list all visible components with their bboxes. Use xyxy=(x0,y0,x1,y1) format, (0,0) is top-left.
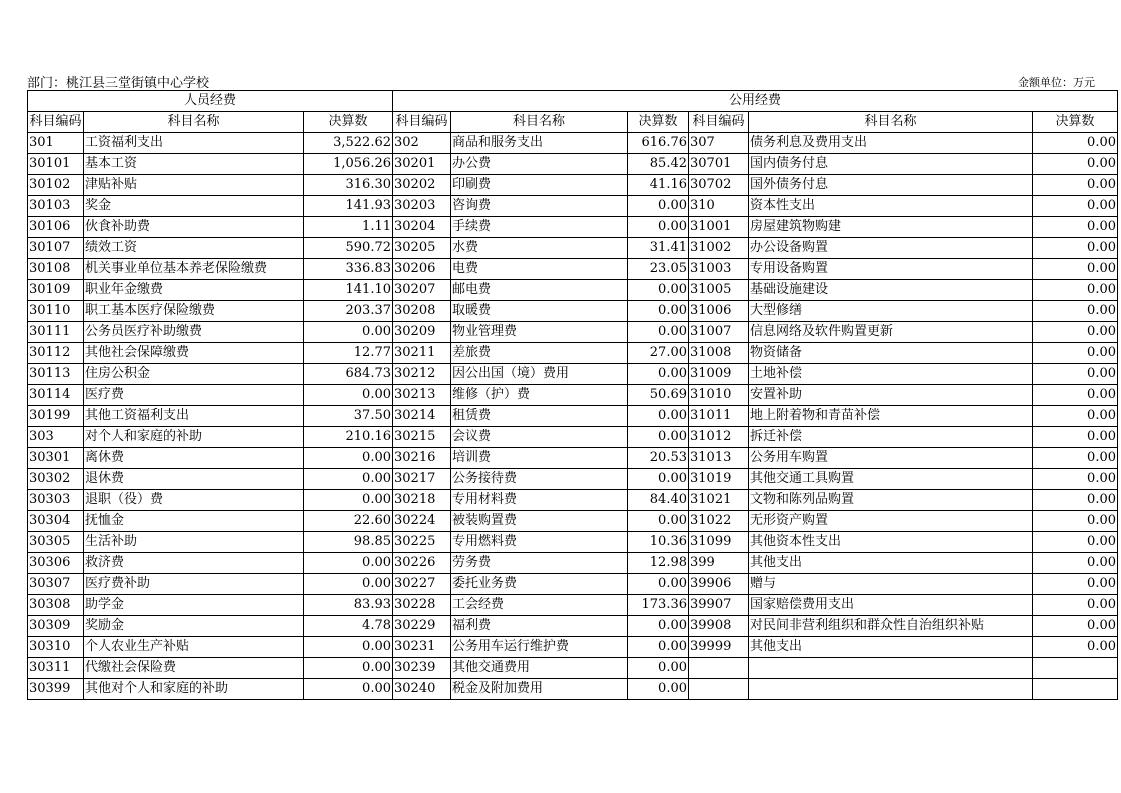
subject-code-cell: 30111 xyxy=(28,322,84,343)
amount-cell: 0.00 xyxy=(628,658,689,679)
subject-name-cell: 房屋建筑物购建 xyxy=(749,217,1033,238)
subject-code-cell: 30303 xyxy=(28,490,84,511)
subject-name-cell: 租赁费 xyxy=(451,406,628,427)
amount-cell: 0.00 xyxy=(1033,637,1118,658)
subject-code-cell: 31009 xyxy=(689,364,749,385)
amount-cell: 31.41 xyxy=(628,238,689,259)
table-row xyxy=(28,238,1118,259)
subject-name-cell: 办公设备购置 xyxy=(749,238,1033,259)
amount-cell xyxy=(1033,658,1118,679)
subject-name-cell: 地上附着物和青苗补偿 xyxy=(749,406,1033,427)
amount-cell: 98.85 xyxy=(304,532,393,553)
subject-name-cell: 专用设备购置 xyxy=(749,259,1033,280)
subject-name-cell: 无形资产购置 xyxy=(749,511,1033,532)
amount-cell: 85.42 xyxy=(628,154,689,175)
subject-code-cell: 30216 xyxy=(393,448,451,469)
subject-name-cell: 机关事业单位基本养老保险缴费 xyxy=(84,259,304,280)
subject-code-cell: 30214 xyxy=(393,406,451,427)
subject-name-cell: 福利费 xyxy=(451,616,628,637)
amount-cell: 0.00 xyxy=(628,511,689,532)
subject-name-cell: 被装购置费 xyxy=(451,511,628,532)
subject-code-cell: 39908 xyxy=(689,616,749,637)
amount-cell: 203.37 xyxy=(304,301,393,322)
subject-code-cell: 31007 xyxy=(689,322,749,343)
subject-name-cell: 公务接待费 xyxy=(451,469,628,490)
subject-code-cell: 30102 xyxy=(28,175,84,196)
subject-name-cell: 国外债务付息 xyxy=(749,175,1033,196)
amount-cell: 0.00 xyxy=(1033,490,1118,511)
amount-cell: 0.00 xyxy=(628,406,689,427)
subject-code-cell: 31001 xyxy=(689,217,749,238)
table-row xyxy=(28,616,1118,637)
amount-cell: 3,522.62 xyxy=(304,133,393,154)
amount-cell: 0.00 xyxy=(304,490,393,511)
amount-cell: 616.76 xyxy=(628,133,689,154)
amount-cell: 20.53 xyxy=(628,448,689,469)
table-row xyxy=(28,217,1118,238)
amount-cell xyxy=(1033,679,1118,700)
subject-code-cell: 302 xyxy=(393,133,451,154)
amount-cell: 83.93 xyxy=(304,595,393,616)
subject-code-cell: 31099 xyxy=(689,532,749,553)
subject-name-cell: 因公出国（境）费用 xyxy=(451,364,628,385)
subject-code-cell: 30304 xyxy=(28,511,84,532)
subject-code-cell: 30199 xyxy=(28,406,84,427)
amount-cell: 0.00 xyxy=(1033,595,1118,616)
amount-cell: 0.00 xyxy=(628,280,689,301)
subject-code-cell: 31022 xyxy=(689,511,749,532)
subject-name-cell: 绩效工资 xyxy=(84,238,304,259)
col-name-header: 科目名称 xyxy=(451,112,628,133)
subject-name-cell: 专用材料费 xyxy=(451,490,628,511)
amount-cell: 141.93 xyxy=(304,196,393,217)
table-row xyxy=(28,175,1118,196)
subject-code-cell: 31006 xyxy=(689,301,749,322)
subject-name-cell: 物资储备 xyxy=(749,343,1033,364)
subject-code-cell: 30229 xyxy=(393,616,451,637)
col-name-header: 科目名称 xyxy=(84,112,304,133)
table-row xyxy=(28,658,1118,679)
amount-cell: 10.36 xyxy=(628,532,689,553)
amount-cell: 37.50 xyxy=(304,406,393,427)
subject-name-cell: 其他交通费用 xyxy=(451,658,628,679)
subject-name-cell: 对个人和家庭的补助 xyxy=(84,427,304,448)
subject-code-cell: 39907 xyxy=(689,595,749,616)
subject-name-cell: 医疗费补助 xyxy=(84,574,304,595)
table-row xyxy=(28,196,1118,217)
subject-name-cell: 公务员医疗补助缴费 xyxy=(84,322,304,343)
subject-code-cell: 30226 xyxy=(393,553,451,574)
subject-code-cell: 30109 xyxy=(28,280,84,301)
amount-cell: 12.98 xyxy=(628,553,689,574)
amount-cell: 0.00 xyxy=(628,616,689,637)
subject-code-cell: 30213 xyxy=(393,385,451,406)
subject-name-cell: 维修（护）费 xyxy=(451,385,628,406)
table-row xyxy=(28,469,1118,490)
subject-code-cell: 30310 xyxy=(28,637,84,658)
subject-code-cell: 30302 xyxy=(28,469,84,490)
amount-cell: 0.00 xyxy=(1033,574,1118,595)
subject-code-cell: 30305 xyxy=(28,532,84,553)
subject-code-cell: 30206 xyxy=(393,259,451,280)
table-row xyxy=(28,322,1118,343)
subject-name-cell: 差旅费 xyxy=(451,343,628,364)
subject-name-cell: 津贴补贴 xyxy=(84,175,304,196)
subject-name-cell: 基础设施建设 xyxy=(749,280,1033,301)
amount-cell: 0.00 xyxy=(304,322,393,343)
personnel-group-header: 人员经费 xyxy=(28,91,393,112)
col-amount-header: 决算数 xyxy=(628,112,689,133)
subject-code-cell xyxy=(689,679,749,700)
subject-name-cell: 赠与 xyxy=(749,574,1033,595)
col-amount-header: 决算数 xyxy=(1033,112,1118,133)
amount-cell: 0.00 xyxy=(628,574,689,595)
amount-cell: 0.00 xyxy=(1033,616,1118,637)
subject-name-cell: 其他交通工具购置 xyxy=(749,469,1033,490)
col-code-header: 科目编码 xyxy=(393,112,451,133)
subject-name-cell: 离休费 xyxy=(84,448,304,469)
subject-name-cell: 劳务费 xyxy=(451,553,628,574)
subject-code-cell: 31021 xyxy=(689,490,749,511)
subject-code-cell: 30231 xyxy=(393,637,451,658)
table-row xyxy=(28,532,1118,553)
subject-name-cell: 个人农业生产补贴 xyxy=(84,637,304,658)
col-amount-header: 决算数 xyxy=(304,112,393,133)
subject-code-cell: 31010 xyxy=(689,385,749,406)
subject-code-cell: 31005 xyxy=(689,280,749,301)
subject-code-cell: 30205 xyxy=(393,238,451,259)
table-row xyxy=(28,427,1118,448)
subject-code-cell: 30307 xyxy=(28,574,84,595)
table-row xyxy=(28,133,1118,154)
subject-code-cell: 30228 xyxy=(393,595,451,616)
amount-cell: 0.00 xyxy=(304,553,393,574)
subject-name-cell: 土地补偿 xyxy=(749,364,1033,385)
table-row xyxy=(28,301,1118,322)
subject-name-cell: 印刷费 xyxy=(451,175,628,196)
subject-code-cell: 30211 xyxy=(393,343,451,364)
subject-name-cell: 办公费 xyxy=(451,154,628,175)
subject-name-cell: 其他工资福利支出 xyxy=(84,406,304,427)
subject-name-cell: 其他资本性支出 xyxy=(749,532,1033,553)
amount-cell: 0.00 xyxy=(1033,133,1118,154)
subject-code-cell: 30701 xyxy=(689,154,749,175)
amount-cell: 50.69 xyxy=(628,385,689,406)
subject-code-cell: 30108 xyxy=(28,259,84,280)
table-row xyxy=(28,595,1118,616)
col-code-header: 科目编码 xyxy=(28,112,84,133)
subject-name-cell: 手续费 xyxy=(451,217,628,238)
subject-name-cell: 债务利息及费用支出 xyxy=(749,133,1033,154)
subject-name-cell: 退休费 xyxy=(84,469,304,490)
subject-name-cell: 伙食补助费 xyxy=(84,217,304,238)
subject-code-cell: 31002 xyxy=(689,238,749,259)
subject-code-cell: 31013 xyxy=(689,448,749,469)
subject-name-cell: 大型修缮 xyxy=(749,301,1033,322)
subject-name-cell: 税金及附加费用 xyxy=(451,679,628,700)
amount-cell: 0.00 xyxy=(1033,406,1118,427)
subject-name-cell xyxy=(749,658,1033,679)
table-row xyxy=(28,154,1118,175)
subject-code-cell: 30107 xyxy=(28,238,84,259)
subject-code-cell: 303 xyxy=(28,427,84,448)
amount-cell: 0.00 xyxy=(304,637,393,658)
amount-cell: 0.00 xyxy=(628,679,689,700)
subject-name-cell: 基本工资 xyxy=(84,154,304,175)
subject-code-cell: 399 xyxy=(689,553,749,574)
table-body xyxy=(28,91,1118,700)
amount-cell: 0.00 xyxy=(1033,469,1118,490)
amount-cell: 0.00 xyxy=(1033,154,1118,175)
amount-cell: 0.00 xyxy=(1033,259,1118,280)
table-row xyxy=(28,364,1118,385)
amount-cell: 0.00 xyxy=(1033,238,1118,259)
subject-code-cell: 30399 xyxy=(28,679,84,700)
subject-name-cell: 退职（役）费 xyxy=(84,490,304,511)
subject-code-cell: 30239 xyxy=(393,658,451,679)
table-row xyxy=(28,553,1118,574)
subject-code-cell: 30103 xyxy=(28,196,84,217)
subject-code-cell: 30225 xyxy=(393,532,451,553)
subject-code-cell: 30306 xyxy=(28,553,84,574)
subject-code-cell: 30309 xyxy=(28,616,84,637)
amount-cell: 0.00 xyxy=(1033,301,1118,322)
subject-name-cell: 取暖费 xyxy=(451,301,628,322)
table-row xyxy=(28,259,1118,280)
amount-cell: 0.00 xyxy=(628,637,689,658)
subject-code-cell: 39999 xyxy=(689,637,749,658)
subject-name-cell: 住房公积金 xyxy=(84,364,304,385)
subject-name-cell: 邮电费 xyxy=(451,280,628,301)
subject-code-cell: 30217 xyxy=(393,469,451,490)
amount-cell: 4.78 xyxy=(304,616,393,637)
subject-name-cell: 奖金 xyxy=(84,196,304,217)
subject-code-cell: 307 xyxy=(689,133,749,154)
subject-name-cell: 咨询费 xyxy=(451,196,628,217)
subject-code-cell: 31003 xyxy=(689,259,749,280)
amount-cell: 84.40 xyxy=(628,490,689,511)
subject-code-cell: 30106 xyxy=(28,217,84,238)
amount-cell: 0.00 xyxy=(304,679,393,700)
amount-cell: 0.00 xyxy=(628,364,689,385)
subject-name-cell: 工资福利支出 xyxy=(84,133,304,154)
amount-cell: 316.30 xyxy=(304,175,393,196)
amount-cell: 0.00 xyxy=(1033,196,1118,217)
amount-cell: 0.00 xyxy=(1033,217,1118,238)
subject-code-cell xyxy=(689,658,749,679)
table-row xyxy=(28,343,1118,364)
subject-name-cell: 职工基本医疗保险缴费 xyxy=(84,301,304,322)
amount-cell: 0.00 xyxy=(1033,511,1118,532)
subject-name-cell: 安置补助 xyxy=(749,385,1033,406)
subject-code-cell: 30203 xyxy=(393,196,451,217)
subject-name-cell: 对民间非营利组织和群众性自治组织补贴 xyxy=(749,616,1033,637)
subject-code-cell: 30311 xyxy=(28,658,84,679)
subject-code-cell: 30101 xyxy=(28,154,84,175)
subject-code-cell: 30207 xyxy=(393,280,451,301)
subject-name-cell: 专用燃料费 xyxy=(451,532,628,553)
amount-cell: 0.00 xyxy=(628,427,689,448)
subject-name-cell: 国内债务付息 xyxy=(749,154,1033,175)
subject-name-cell: 水费 xyxy=(451,238,628,259)
subject-name-cell: 公务用车购置 xyxy=(749,448,1033,469)
amount-cell: 684.73 xyxy=(304,364,393,385)
table-row xyxy=(28,679,1118,700)
subject-name-cell: 职业年金缴费 xyxy=(84,280,304,301)
amount-cell: 0.00 xyxy=(1033,448,1118,469)
amount-cell: 0.00 xyxy=(1033,427,1118,448)
subject-code-cell: 30208 xyxy=(393,301,451,322)
table-row xyxy=(28,448,1118,469)
col-code-header: 科目编码 xyxy=(689,112,749,133)
amount-cell: 336.83 xyxy=(304,259,393,280)
amount-cell: 1.11 xyxy=(304,217,393,238)
col-name-header: 科目名称 xyxy=(749,112,1033,133)
amount-cell: 27.00 xyxy=(628,343,689,364)
public-group-header: 公用经费 xyxy=(393,91,1118,112)
subject-code-cell: 39906 xyxy=(689,574,749,595)
subject-name-cell: 资本性支出 xyxy=(749,196,1033,217)
subject-name-cell: 拆迁补偿 xyxy=(749,427,1033,448)
amount-cell: 0.00 xyxy=(304,658,393,679)
table-row xyxy=(28,511,1118,532)
unit-label: 金额单位：万元 xyxy=(1018,76,1095,89)
subject-name-cell: 会议费 xyxy=(451,427,628,448)
subject-code-cell: 30110 xyxy=(28,301,84,322)
amount-cell: 0.00 xyxy=(1033,532,1118,553)
expenditure-table xyxy=(27,90,1118,700)
subject-name-cell: 电费 xyxy=(451,259,628,280)
subject-name-cell: 代缴社会保险费 xyxy=(84,658,304,679)
subject-name-cell: 奖励金 xyxy=(84,616,304,637)
subject-code-cell: 30224 xyxy=(393,511,451,532)
table-row xyxy=(28,490,1118,511)
subject-code-cell: 30112 xyxy=(28,343,84,364)
amount-cell: 173.36 xyxy=(628,595,689,616)
subject-code-cell: 31008 xyxy=(689,343,749,364)
amount-cell: 23.05 xyxy=(628,259,689,280)
subject-code-cell: 301 xyxy=(28,133,84,154)
table-row xyxy=(28,280,1118,301)
group-header-row xyxy=(28,91,1118,112)
subject-code-cell: 30113 xyxy=(28,364,84,385)
subject-name-cell: 其他支出 xyxy=(749,553,1033,574)
amount-cell: 12.77 xyxy=(304,343,393,364)
subject-name-cell: 国家赔偿费用支出 xyxy=(749,595,1033,616)
department-label: 部门：桃江县三堂街镇中心学校 xyxy=(27,76,210,91)
subject-code-cell: 30227 xyxy=(393,574,451,595)
amount-cell: 0.00 xyxy=(304,469,393,490)
amount-cell: 0.00 xyxy=(628,469,689,490)
subject-name-cell: 公务用车运行维护费 xyxy=(451,637,628,658)
subject-code-cell: 30209 xyxy=(393,322,451,343)
amount-cell: 41.16 xyxy=(628,175,689,196)
amount-cell: 0.00 xyxy=(628,196,689,217)
table-row xyxy=(28,385,1118,406)
table-row xyxy=(28,574,1118,595)
amount-cell: 0.00 xyxy=(628,322,689,343)
subject-name-cell: 工会经费 xyxy=(451,595,628,616)
subject-name-cell: 其他支出 xyxy=(749,637,1033,658)
subject-code-cell: 310 xyxy=(689,196,749,217)
subject-code-cell: 30202 xyxy=(393,175,451,196)
amount-cell: 0.00 xyxy=(1033,364,1118,385)
subject-name-cell: 助学金 xyxy=(84,595,304,616)
subject-code-cell: 30114 xyxy=(28,385,84,406)
amount-cell: 0.00 xyxy=(304,574,393,595)
amount-cell: 1,056.26 xyxy=(304,154,393,175)
subject-name-cell: 文物和陈列品购置 xyxy=(749,490,1033,511)
amount-cell: 0.00 xyxy=(628,301,689,322)
subject-name-cell: 物业管理费 xyxy=(451,322,628,343)
subject-name-cell: 商品和服务支出 xyxy=(451,133,628,154)
subject-code-cell: 30702 xyxy=(689,175,749,196)
amount-cell: 0.00 xyxy=(628,217,689,238)
subject-code-cell: 30215 xyxy=(393,427,451,448)
amount-cell: 0.00 xyxy=(1033,385,1118,406)
subject-name-cell xyxy=(749,679,1033,700)
amount-cell: 0.00 xyxy=(1033,343,1118,364)
amount-cell: 141.10 xyxy=(304,280,393,301)
table-row xyxy=(28,637,1118,658)
amount-cell: 0.00 xyxy=(304,385,393,406)
amount-cell: 590.72 xyxy=(304,238,393,259)
subject-code-cell: 30201 xyxy=(393,154,451,175)
amount-cell: 0.00 xyxy=(1033,175,1118,196)
amount-cell: 0.00 xyxy=(1033,322,1118,343)
subject-name-cell: 生活补助 xyxy=(84,532,304,553)
subject-name-cell: 救济费 xyxy=(84,553,304,574)
subject-code-cell: 31011 xyxy=(689,406,749,427)
subject-name-cell: 培训费 xyxy=(451,448,628,469)
subject-code-cell: 30240 xyxy=(393,679,451,700)
subject-code-cell: 30308 xyxy=(28,595,84,616)
subject-name-cell: 其他社会保障缴费 xyxy=(84,343,304,364)
subject-name-cell: 抚恤金 xyxy=(84,511,304,532)
subject-code-cell: 31012 xyxy=(689,427,749,448)
amount-cell: 0.00 xyxy=(1033,280,1118,301)
subject-code-cell: 30204 xyxy=(393,217,451,238)
column-header-row xyxy=(28,112,1118,133)
amount-cell: 210.16 xyxy=(304,427,393,448)
subject-code-cell: 31019 xyxy=(689,469,749,490)
amount-cell: 0.00 xyxy=(1033,553,1118,574)
subject-code-cell: 30218 xyxy=(393,490,451,511)
amount-cell: 0.00 xyxy=(304,448,393,469)
subject-name-cell: 信息网络及软件购置更新 xyxy=(749,322,1033,343)
subject-code-cell: 30301 xyxy=(28,448,84,469)
amount-cell: 22.60 xyxy=(304,511,393,532)
subject-name-cell: 其他对个人和家庭的补助 xyxy=(84,679,304,700)
subject-code-cell: 30212 xyxy=(393,364,451,385)
subject-name-cell: 医疗费 xyxy=(84,385,304,406)
table-row xyxy=(28,406,1118,427)
subject-name-cell: 委托业务费 xyxy=(451,574,628,595)
